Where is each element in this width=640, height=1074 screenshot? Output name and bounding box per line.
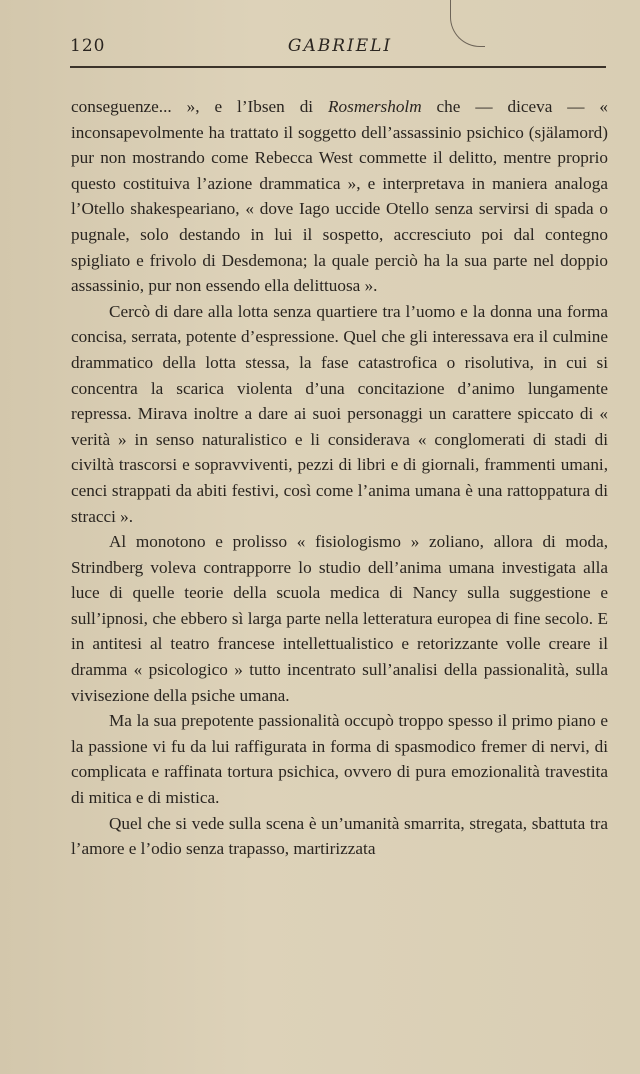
- page-number: 120: [70, 36, 106, 56]
- body-text: [71, 94, 608, 862]
- paragraph: Ma la sua prepotente passionalità occupò troppo spesso il primo piano e la passione vi fu da lui raffigurata in forma di spasmodico fremer di nervi, di complicata e raffinata tortura psichica, ovvero di pura emozionalità travestita di mitica e di mistica.: [71, 711, 608, 808]
- paragraph: Cercò di dare alla lotta senza quartiere tra l’uomo e la donna una forma concisa, serrata, potente d’espressione. Quel che gli interessava era il culmine drammatico della lotta stessa, la fase catastrofica o risolutiva, in cui si concentra la scarica violenta d’una concitazione d’animo lungamente repressa. Mirava inoltre a dare ai suoi personaggi un carattere spiccato di « verità » in senso naturalistico e li considerava « conglomerati di stadi di civiltà trascorsi e sopravviventi, pezzi di libri e di giornali, frammenti umani, cenci strappati da abiti festivi, così come l’anima umana è una rattoppatura di stracci ».: [71, 301, 608, 526]
- header-rule: [70, 66, 606, 68]
- running-title: GABRIELI: [287, 36, 393, 56]
- paragraph: Al monotono e prolisso « fisiologismo » zoliano, allora di moda, Strindberg voleva contrapporre lo studio dell’anima umana investigata alla luce di quelle teorie della scuola medica di Nancy sulla suggestione e sull’ipnosi, che ebbero sì larga parte nella letteratura europea di fine secolo. E in antitesi al teatro francese intellettualistico e retorizzante volle creare il dramma « psicologico » tutto incentrato sull’analisi della passionalità, sulla vivisezione della psiche umana.: [71, 532, 608, 705]
- paragraph: Quel che si vede sulla scena è un’umanità smarrita, stregata, sbattuta tra l’amore e l’odio senza trapasso, martirizzata: [71, 813, 608, 859]
- italic-title: Rosmersholm: [328, 97, 422, 116]
- paragraph: conseguenze... », e l’Ibsen di Rosmersholm che — diceva — « inconsapevolmente ha trattato il soggetto dell’assassinio psichico (själamord) pur non mostrando come Rebecca West commette il delitto, mentre proprio questo costituiva l’azione drammatica », e interpretava in maniera analoga l’Otello shakespeariano, « dove Iago uccide Otello senza servirsi di spada o pugnale, solo destando in lui il sospetto, accresciuto poi dal contegno spigliato e frivolo di Desdemona; la quale perciò ha la sua parte nel doppio assassinio, pur non essendo ella delittuosa ».: [71, 97, 608, 296]
- page-header: [70, 36, 610, 64]
